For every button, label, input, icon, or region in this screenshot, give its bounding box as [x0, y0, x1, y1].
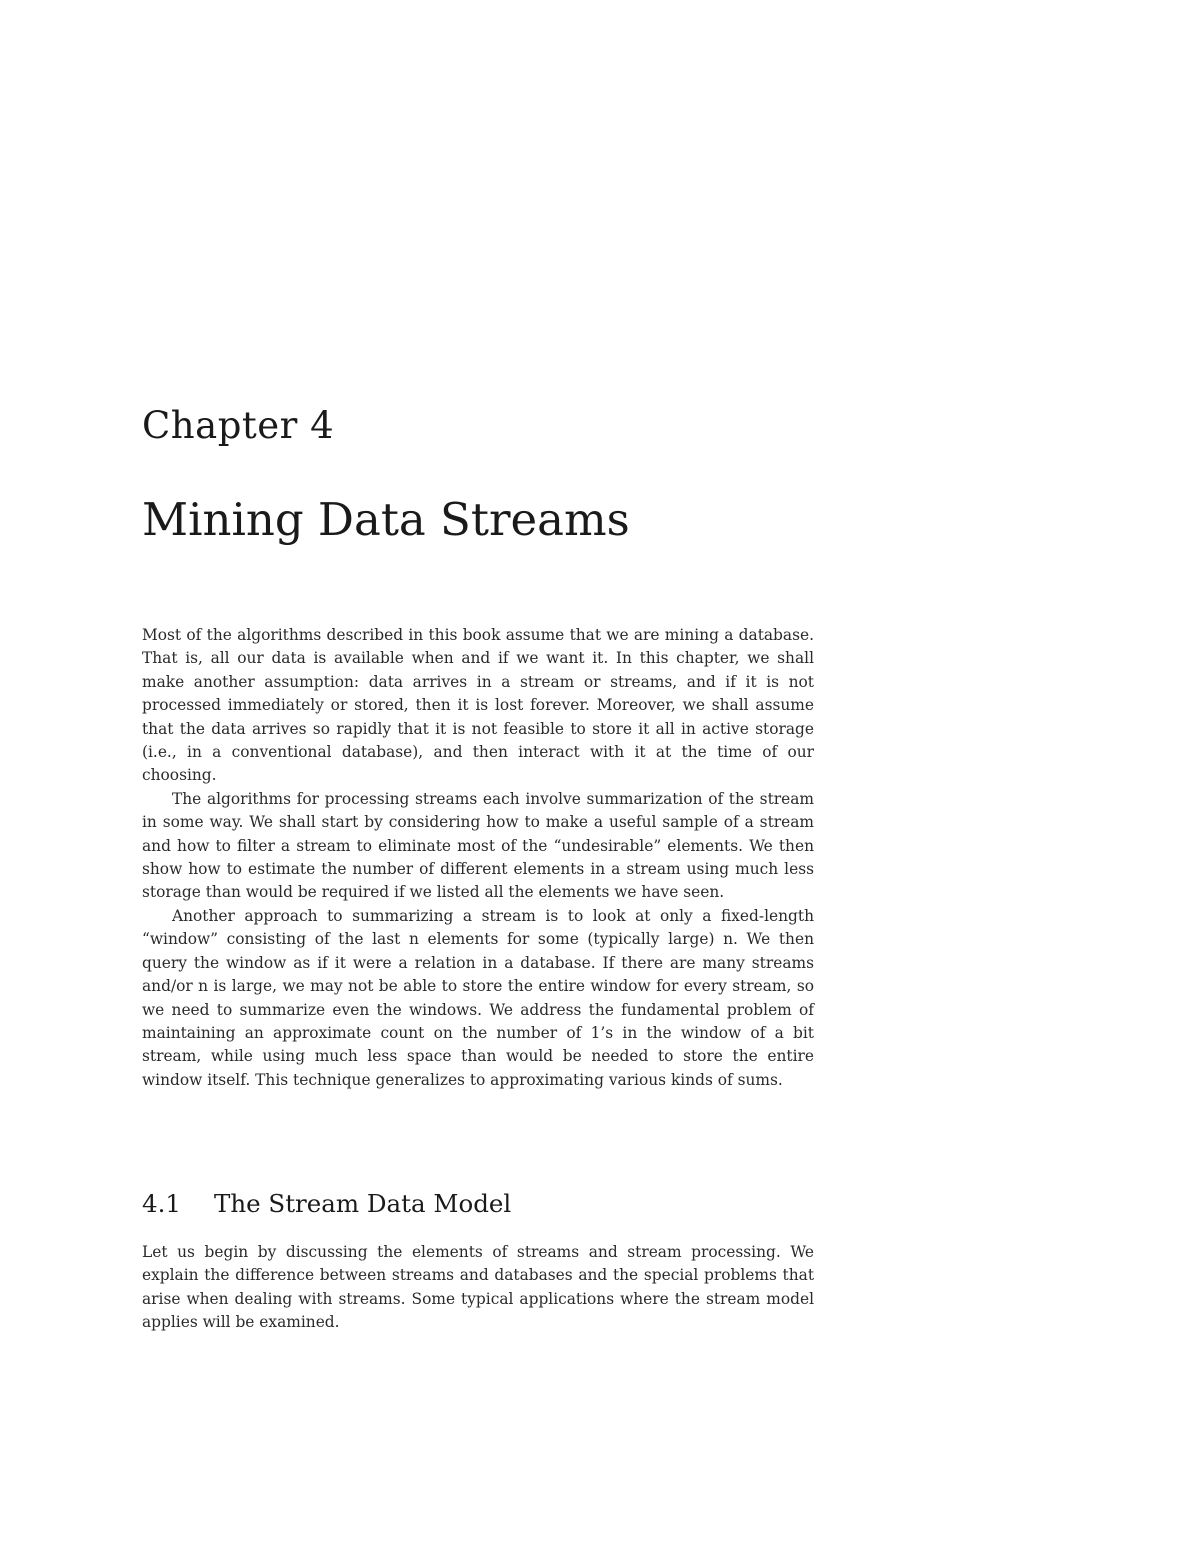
- section-number: 4.1: [142, 1189, 181, 1218]
- intro-paragraph-2: The algorithms for processing streams each involve summarization of the stream in some way. We shall start by considering how to make a useful sample of a stream and how to filter a stream to eliminate most of the “undesirable” elements. We then show how to estimate the number of different elements in a stream using much less storage than would be required if we listed all the elements we have seen.: [142, 789, 814, 902]
- section-paragraph-1: Let us begin by discussing the elements of streams and stream processing. We explain the difference between streams and databases and the special problems that arise when dealing with streams. Some typical applications where the stream model applies will be examined.: [142, 1243, 814, 1332]
- section-body: [142, 1241, 814, 1335]
- chapter-label: Chapter 4: [142, 404, 335, 447]
- intro-paragraph-3: Another approach to summarizing a stream is to look at only a fixed-length “window” consisting of the last n elements for some (typically large) n. We then query the window as if it were a relation in a database. If there are many streams and/or n is large, we may not be able to store the entire window for every stream, so we need to summarize even the windows. We address the fundamental problem of maintaining an approximate count on the number of 1’s in the window of a bit stream, while using much less space than would be needed to store the entire window itself. This technique generalizes to approximating various kinds of sums.: [142, 906, 814, 1089]
- chapter-title: Mining Data Streams: [142, 493, 630, 546]
- section-title: The Stream Data Model: [214, 1189, 512, 1218]
- section-heading: [142, 1184, 511, 1224]
- document-page: [142, 0, 814, 1553]
- chapter-intro: [142, 624, 814, 1092]
- intro-paragraph-1: Most of the algorithms described in this book assume that we are mining a database. That is, all our data is available when and if we want it. In this chapter, we shall make another assumption: data arrives in a stream or streams, and if it is not processed immediately or stored, then it is lost forever. Moreover, we shall assume that the data arrives so rapidly that it is not feasible to store it all in active storage (i.e., in a conventional database), and then interact with it at the time of our choosing.: [142, 626, 814, 785]
